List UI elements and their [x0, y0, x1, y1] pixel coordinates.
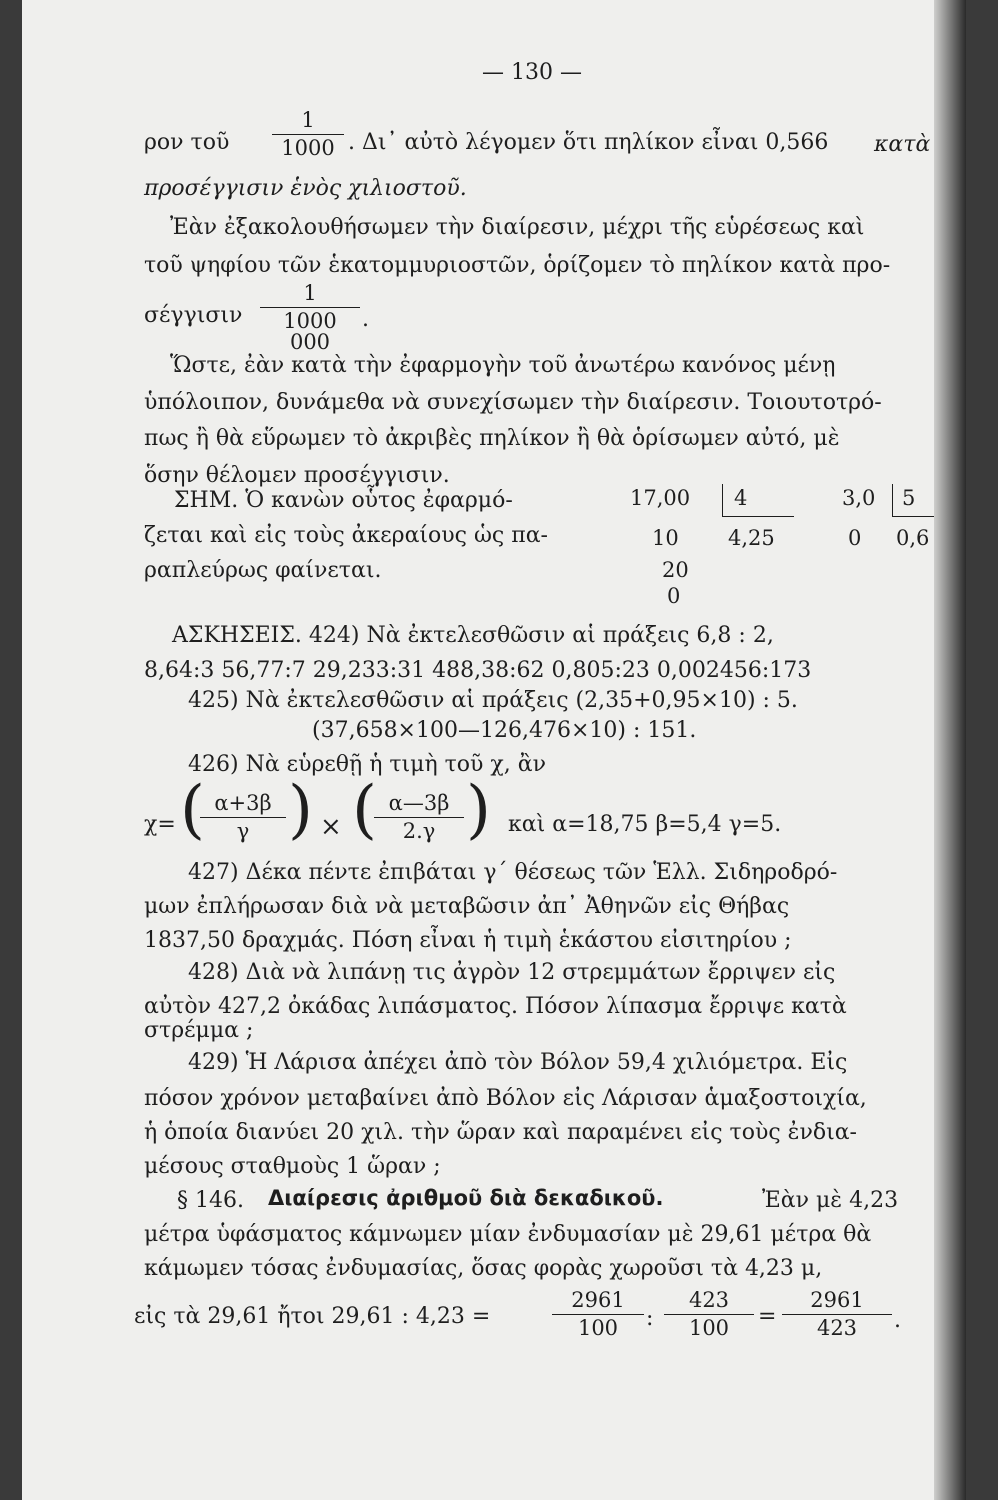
division-remainder: 0 [848, 526, 862, 550]
division-quotient: 0,6 [896, 526, 930, 550]
text-line: . Δι᾽ αὐτὸ λέγομεν ὅτι πηλίκον εἶναι 0,566 [348, 130, 829, 155]
text-line: πως ἢ θὰ εὕρωμεν τὸ ἀκριβὲς πηλίκον ἢ θὰ ὁρίσωμεν αὐτό, μὲ [144, 426, 840, 451]
exercise-line: (37,658×100—126,476×10) : 151. [312, 718, 697, 743]
equals-sign: = [758, 1304, 777, 1329]
book-spine [934, 0, 966, 1500]
note-line: ζεται καὶ εἰς τοὺς ἀκεραίους ὡς πα- [144, 523, 548, 548]
exercise-line: 426) Νὰ εὑρεθῇ ἡ τιμὴ τοῦ χ, ἂν [188, 752, 546, 777]
page-number: — 130 — [482, 60, 582, 85]
fraction: 1 1000 000 [260, 283, 360, 353]
exercise-line: 8,64:3 56,77:7 29,233:31 488,38:62 0,805:23 0,002456:173 [144, 658, 812, 683]
fraction: 2961 423 [782, 1290, 892, 1339]
exercise-line: μέσους σταθμοὺς 1 ὥραν ; [144, 1154, 441, 1179]
fraction: 423 100 [664, 1290, 754, 1339]
text-italic: κατὰ [874, 132, 931, 157]
division-remainder: 10 [652, 526, 679, 550]
text-line: Ἐὰν ἐξακολουθήσωμεν τὴν διαίρεσιν, μέχρι τῆς εὑρέσεως καὶ [170, 215, 865, 240]
text-line: σέγγισιν [144, 303, 243, 328]
fraction: 2961 100 [552, 1290, 644, 1339]
division-divisor: 5 [902, 486, 916, 510]
paren-right: ) [466, 773, 491, 847]
section-text: κάμωμεν τόσας ἐνδυμασίας, ὅσας φορὰς χωροῦσι τὰ 4,23 μ, [144, 1256, 823, 1281]
text-line: ὑπόλοιπον, δυνάμεθα νὰ συνεχίσωμεν τὴν διαίρεσιν. Τοιουτοτρό- [144, 390, 882, 415]
exercise-line: μων ἐπλήρωσαν διὰ νὰ μεταβῶσιν ἀπ᾽ Ἀθηνῶν εἰς Θήβας [144, 894, 790, 919]
division-dividend: 17,00 [630, 486, 691, 510]
text-line: τοῦ ψηφίου τῶν ἑκατομμυριοστῶν, ὁρίζομεν τὸ πηλίκον κατὰ προ- [144, 253, 891, 278]
period: . [894, 1308, 901, 1333]
exercise-line: αὐτὸν 427,2 ὀκάδας λιπάσματος. Πόσον λίπασμα ἔρριψε κατὰ [144, 994, 847, 1019]
division-remainder: 0 [667, 584, 681, 608]
text-line: ὅσην θέλομεν προσέγγισιν. [144, 463, 450, 488]
exercise-line: ΑΣΚΗΣΕΙΣ. 424) Νὰ ἐκτελεσθῶσιν αἱ πράξεις 6,8 : 2, [172, 623, 774, 648]
division-remainder: 20 [662, 558, 689, 582]
exercise-line: 429) Ἡ Λάρισα ἀπέχει ἀπὸ τὸν Βόλον 59,4 χιλιόμετρα. Εἰς [188, 1050, 848, 1075]
exercise-line: 427) Δέκα πέντε ἐπιβάται γ΄ θέσεως τῶν Ἑλλ. Σιδηροδρό- [188, 860, 838, 885]
note-line: ΣΗΜ. Ὁ κανὼν οὗτος ἐφαρμό- [174, 488, 513, 513]
fraction: α+3β γ [200, 793, 286, 842]
formula-x: χ= [144, 812, 176, 837]
times-sign: × [320, 812, 342, 842]
section-text: μέτρα ὑφάσματος κάμνωμεν μίαν ἐνδυμασίαν μὲ 29,61 μέτρα θὰ [144, 1222, 872, 1247]
formula-values: καὶ α=18,75 β=5,4 γ=5. [508, 812, 782, 837]
paren-right: ) [288, 773, 313, 847]
book-page [22, 0, 966, 1500]
section-text: εἰς τὰ 29,61 ἤτοι 29,61 : 4,23 = [134, 1304, 491, 1329]
division-quotient: 4,25 [728, 526, 775, 550]
section-title: Διαίρεσις ἀριθμοῦ διὰ δεκαδικοῦ. [268, 1186, 664, 1210]
exercise-line: στρέμμα ; [144, 1018, 254, 1043]
text-line: προσέγγισιν ἑνὸς χιλιοστοῦ. [144, 176, 467, 201]
section-number: § 146. [177, 1188, 244, 1213]
exercise-line: ἡ ὁποία διανύει 20 χιλ. τὴν ὥραν καὶ παραμένει εἰς τοὺς ἐνδια- [144, 1120, 857, 1145]
paren-left: ( [180, 773, 205, 847]
exercise-line: 425) Νὰ ἐκτελεσθῶσιν αἱ πράξεις (2,35+0,95×10) : 5. [188, 688, 798, 713]
note-line: ραπλεύρως φαίνεται. [144, 558, 382, 583]
text-line: ρον τοῦ [144, 130, 230, 155]
division-divisor: 4 [734, 486, 748, 510]
paren-left: ( [352, 773, 377, 847]
exercise-line: 428) Διὰ νὰ λιπάνῃ τις ἀγρὸν 12 στρεμμάτων ἔρριψεν εἰς [188, 960, 836, 985]
fraction: 1 1000 [272, 110, 344, 159]
text-line: . [362, 307, 369, 332]
text-line: Ὥστε, ἐὰν κατὰ τὴν ἐφαρμογὴν τοῦ ἀνωτέρω κανόνος μένῃ [170, 353, 836, 378]
section-text: Ἐὰν μὲ 4,23 [762, 1188, 899, 1213]
fraction: α—3β 2.γ [374, 793, 464, 842]
colon-sign: : [646, 1306, 654, 1331]
division-dividend: 3,0 [842, 486, 876, 510]
exercise-line: 1837,50 δραχμάς. Πόση εἶναι ἡ τιμὴ ἑκάστου εἰσιτηρίου ; [144, 928, 792, 953]
exercise-line: πόσον χρόνον μεταβαίνει ἀπὸ Βόλον εἰς Λάρισαν ἁμαξοστοιχία, [144, 1086, 867, 1111]
